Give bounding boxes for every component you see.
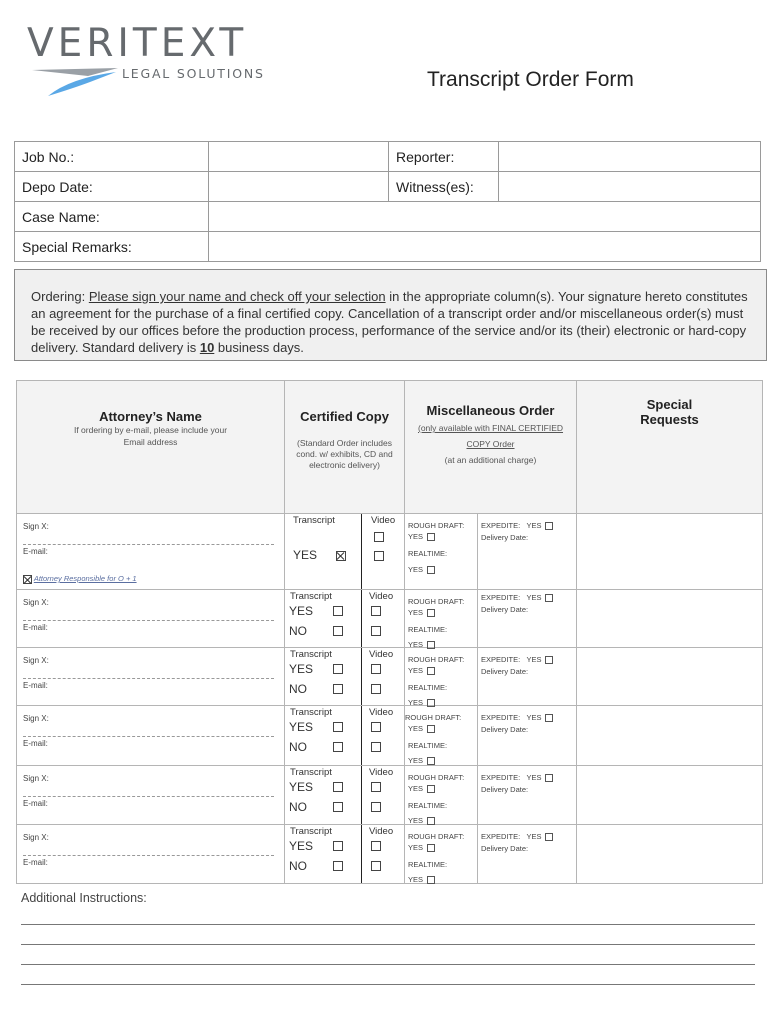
attorney-title: Attorney’s Name bbox=[99, 409, 202, 424]
rough-yes-label: YES bbox=[408, 843, 424, 852]
order-row bbox=[17, 590, 763, 648]
realtime-checkbox[interactable] bbox=[427, 876, 435, 884]
rough-draft-checkbox[interactable] bbox=[427, 609, 435, 617]
transcript-no-checkbox[interactable] bbox=[333, 802, 343, 812]
expedite-yes-label: YES bbox=[526, 713, 542, 722]
expedite-checkbox[interactable] bbox=[545, 774, 553, 782]
transcript-yes-checkbox[interactable] bbox=[333, 722, 343, 732]
transcript-label: Transcript bbox=[293, 515, 335, 526]
video-yes-checkbox[interactable] bbox=[371, 664, 381, 674]
column-divider bbox=[361, 648, 362, 705]
video-no-checkbox[interactable] bbox=[371, 802, 381, 812]
misc-header bbox=[405, 381, 577, 514]
delivery-date-label: Delivery Date: bbox=[481, 785, 529, 794]
email-label: E-mail: bbox=[23, 623, 48, 632]
transcript-yes-checkbox[interactable] bbox=[333, 782, 343, 792]
misc-title: Miscellaneous Order bbox=[426, 403, 555, 418]
realtime-label: REALTIME: bbox=[408, 801, 448, 810]
rough-draft-label: ROUGH DRAFT: bbox=[405, 713, 462, 722]
video-checkbox[interactable] bbox=[374, 532, 384, 542]
realtime-label: REALTIME: bbox=[408, 741, 448, 750]
transcript-no-checkbox[interactable] bbox=[333, 861, 343, 871]
transcript-label: Transcript bbox=[290, 826, 332, 837]
misc-note-2: COPY Order bbox=[466, 439, 515, 449]
job-info-table bbox=[14, 141, 761, 262]
no-label: NO bbox=[289, 859, 307, 873]
realtime-label: REALTIME: bbox=[408, 683, 448, 692]
signature-line[interactable] bbox=[23, 607, 274, 621]
transcript-no-checkbox[interactable] bbox=[333, 742, 343, 752]
misc-divider bbox=[477, 766, 478, 824]
expedite-checkbox[interactable] bbox=[545, 714, 553, 722]
realtime-checkbox[interactable] bbox=[427, 566, 435, 574]
column-divider bbox=[361, 825, 362, 883]
expedite-yes-label: YES bbox=[526, 655, 542, 664]
rough-draft-checkbox[interactable] bbox=[427, 533, 435, 541]
transcript-label: Transcript bbox=[290, 649, 332, 660]
transcript-yes-checkbox[interactable] bbox=[333, 841, 343, 851]
reporter-field[interactable] bbox=[499, 142, 761, 172]
no-label: NO bbox=[289, 740, 307, 754]
special-remarks-label: Special Remarks: bbox=[15, 232, 209, 262]
attorney-cell bbox=[17, 825, 285, 884]
depo-date-label: Depo Date: bbox=[15, 172, 209, 202]
certified-cell bbox=[285, 766, 405, 825]
misc-note-3: (at an additional charge) bbox=[444, 455, 537, 465]
reporter-label: Reporter: bbox=[389, 142, 499, 172]
attorney-cell bbox=[17, 706, 285, 766]
delivery-date-label: Delivery Date: bbox=[481, 533, 529, 542]
special-requests-cell[interactable] bbox=[577, 766, 763, 825]
signature-line[interactable] bbox=[23, 842, 274, 856]
form-title: Transcript Order Form bbox=[427, 68, 634, 91]
rough-draft-label: ROUGH DRAFT: bbox=[408, 773, 465, 782]
expedite-label: EXPEDITE: bbox=[481, 832, 521, 841]
special-requests-cell[interactable] bbox=[577, 514, 763, 590]
special-title: Special Requests bbox=[640, 397, 699, 427]
rough-draft-label: ROUGH DRAFT: bbox=[408, 655, 465, 664]
special-remarks-field[interactable] bbox=[209, 232, 761, 262]
logo-tagline: LEGAL SOLUTIONS bbox=[122, 66, 265, 81]
video-label: Video bbox=[369, 826, 394, 837]
no-label: NO bbox=[289, 800, 307, 814]
email-label: E-mail: bbox=[23, 547, 48, 556]
sign-label: Sign X: bbox=[23, 598, 49, 607]
misc-cell bbox=[405, 766, 577, 825]
yes-label: YES bbox=[289, 720, 314, 734]
attorney-cell bbox=[17, 590, 285, 648]
misc-note-1: (only available with FINAL CERTIFIED bbox=[417, 423, 564, 433]
delivery-date-label: Delivery Date: bbox=[481, 844, 529, 853]
yes-label: YES bbox=[289, 839, 314, 853]
special-requests-cell[interactable] bbox=[577, 590, 763, 648]
attorney-responsible-checkbox[interactable] bbox=[23, 575, 32, 584]
signature-line[interactable] bbox=[23, 723, 274, 737]
ordering-notice bbox=[14, 269, 767, 361]
job-no-field[interactable] bbox=[209, 142, 389, 172]
order-row bbox=[17, 648, 763, 706]
transcript-label: Transcript bbox=[290, 707, 332, 718]
email-label: E-mail: bbox=[23, 799, 48, 808]
sign-label: Sign X: bbox=[23, 774, 49, 783]
expedite-checkbox[interactable] bbox=[545, 656, 553, 664]
attorney-cell bbox=[17, 514, 285, 590]
notice-days: 10 bbox=[199, 340, 215, 355]
instruction-line[interactable] bbox=[21, 964, 755, 965]
realtime-yes-label: YES bbox=[408, 816, 424, 825]
special-requests-cell[interactable] bbox=[577, 706, 763, 766]
expedite-label: EXPEDITE: bbox=[481, 593, 521, 602]
rough-draft-checkbox[interactable] bbox=[427, 844, 435, 852]
expedite-label: EXPEDITE: bbox=[481, 521, 521, 530]
special-requests-cell[interactable] bbox=[577, 825, 763, 884]
rough-yes-label: YES bbox=[408, 608, 424, 617]
rough-yes-label: YES bbox=[408, 666, 424, 675]
yes-label: YES bbox=[289, 780, 314, 794]
expedite-yes-label: YES bbox=[526, 593, 542, 602]
attorney-cell bbox=[17, 648, 285, 706]
realtime-yes-label: YES bbox=[408, 875, 424, 884]
instruction-line[interactable] bbox=[21, 924, 755, 925]
realtime-label: REALTIME: bbox=[408, 549, 448, 558]
transcript-no-checkbox[interactable] bbox=[333, 684, 343, 694]
realtime-checkbox[interactable] bbox=[427, 757, 435, 765]
transcript-label: Transcript bbox=[290, 767, 332, 778]
expedite-checkbox[interactable] bbox=[545, 594, 553, 602]
signature-line[interactable] bbox=[23, 783, 274, 797]
instruction-line[interactable] bbox=[21, 984, 755, 985]
sign-label: Sign X: bbox=[23, 833, 49, 842]
witnesses-field[interactable] bbox=[499, 172, 761, 202]
witnesses-label: Witness(es): bbox=[389, 172, 499, 202]
rough-yes-label: YES bbox=[408, 532, 424, 541]
email-label: E-mail: bbox=[23, 681, 48, 690]
no-label: NO bbox=[289, 682, 307, 696]
realtime-label: REALTIME: bbox=[408, 860, 448, 869]
logo-swoosh-icon bbox=[30, 66, 122, 100]
rough-draft-checkbox[interactable] bbox=[427, 725, 435, 733]
column-divider bbox=[361, 590, 362, 647]
transcript-no-checkbox[interactable] bbox=[333, 626, 343, 636]
rough-yes-label: YES bbox=[408, 784, 424, 793]
video-yes-checkbox[interactable] bbox=[371, 606, 381, 616]
email-label: E-mail: bbox=[23, 739, 48, 748]
misc-divider bbox=[477, 590, 478, 647]
misc-cell bbox=[405, 514, 577, 590]
misc-cell bbox=[405, 706, 577, 766]
expedite-checkbox[interactable] bbox=[545, 522, 553, 530]
expedite-label: EXPEDITE: bbox=[481, 655, 521, 664]
special-header bbox=[577, 381, 763, 514]
notice-underlined: Please sign your name and check off your selection bbox=[88, 289, 386, 304]
video-label: Video bbox=[369, 707, 394, 718]
transcript-yes-checkbox[interactable] bbox=[336, 551, 346, 561]
no-label: NO bbox=[289, 624, 307, 638]
misc-cell bbox=[405, 648, 577, 706]
video-no-checkbox[interactable] bbox=[371, 861, 381, 871]
expedite-yes-label: YES bbox=[526, 832, 542, 841]
sign-label: Sign X: bbox=[23, 656, 49, 665]
expedite-yes-label: YES bbox=[526, 521, 542, 530]
sign-label: Sign X: bbox=[23, 714, 49, 723]
yes-label: YES bbox=[293, 548, 318, 562]
rough-draft-label: ROUGH DRAFT: bbox=[408, 597, 465, 606]
order-row bbox=[17, 766, 763, 825]
delivery-date-label: Delivery Date: bbox=[481, 605, 529, 614]
rough-draft-checkbox[interactable] bbox=[427, 785, 435, 793]
misc-divider bbox=[477, 648, 478, 705]
attorney-header bbox=[17, 381, 285, 514]
transcript-yes-checkbox[interactable] bbox=[333, 664, 343, 674]
realtime-yes-label: YES bbox=[408, 640, 424, 649]
misc-cell bbox=[405, 590, 577, 648]
certified-note: (Standard Order includes cond. w/ exhibits, CD and electronic delivery) bbox=[296, 438, 393, 470]
attorney-note: If ordering by e-mail, please include your Email address bbox=[73, 425, 228, 447]
special-requests-cell[interactable] bbox=[577, 648, 763, 706]
certified-header bbox=[285, 381, 405, 514]
certified-cell bbox=[285, 706, 405, 766]
video-no-checkbox[interactable] bbox=[371, 684, 381, 694]
certified-cell bbox=[285, 590, 405, 648]
certified-cell bbox=[285, 514, 405, 590]
delivery-date-label: Delivery Date: bbox=[481, 667, 529, 676]
column-divider bbox=[361, 766, 362, 824]
additional-instructions-label: Additional Instructions: bbox=[21, 891, 147, 905]
realtime-yes-label: YES bbox=[408, 698, 424, 707]
certified-cell bbox=[285, 825, 405, 884]
attorney-cell bbox=[17, 766, 285, 825]
case-name-field[interactable] bbox=[209, 202, 761, 232]
sign-label: Sign X: bbox=[23, 522, 49, 531]
rough-draft-checkbox[interactable] bbox=[427, 667, 435, 675]
transcript-label: Transcript bbox=[290, 591, 332, 602]
column-divider bbox=[361, 514, 362, 589]
column-divider bbox=[361, 706, 362, 765]
video-label: Video bbox=[369, 767, 394, 778]
job-no-label: Job No.: bbox=[15, 142, 209, 172]
notice-text-end: business days. bbox=[214, 340, 304, 355]
notice-lead: Ordering: bbox=[31, 289, 89, 304]
misc-cell bbox=[405, 825, 577, 884]
video-no-checkbox[interactable] bbox=[371, 742, 381, 752]
video-label: Video bbox=[371, 515, 396, 526]
notice-text: in the appropriate column(s). Your signature hereto constitutes an agreement for the purchase of a final certified copy. Cancellation of a transcript order and/or miscellaneous order(s) must be received by our offices before the production process, performance of the service and/or its (their) electronic or hard-copy delivery. Standard delivery is bbox=[31, 289, 748, 355]
delivery-date-label: Delivery Date: bbox=[481, 725, 529, 734]
realtime-yes-label: YES bbox=[408, 565, 424, 574]
transcript-yes-checkbox[interactable] bbox=[333, 606, 343, 616]
video-yes-checkbox[interactable] bbox=[371, 722, 381, 732]
order-row bbox=[17, 706, 763, 766]
realtime-label: REALTIME: bbox=[408, 625, 448, 634]
misc-divider bbox=[477, 825, 478, 883]
certified-title: Certified Copy bbox=[300, 409, 389, 424]
yes-label: YES bbox=[289, 604, 314, 618]
video-yes-checkbox[interactable] bbox=[371, 841, 381, 851]
expedite-label: EXPEDITE: bbox=[481, 773, 521, 782]
video-yes-checkbox[interactable] bbox=[371, 782, 381, 792]
email-label: E-mail: bbox=[23, 858, 48, 867]
signature-line[interactable] bbox=[23, 531, 274, 545]
case-name-label: Case Name: bbox=[15, 202, 209, 232]
video-no-checkbox[interactable] bbox=[371, 626, 381, 636]
depo-date-field[interactable] bbox=[209, 172, 389, 202]
order-row bbox=[17, 514, 763, 590]
misc-divider bbox=[477, 706, 478, 765]
rough-draft-label: ROUGH DRAFT: bbox=[408, 832, 465, 841]
attorney-responsible-label: Attorney Responsible for O + 1 bbox=[33, 574, 137, 583]
video-label: Video bbox=[369, 591, 394, 602]
misc-divider bbox=[477, 514, 478, 589]
instruction-line[interactable] bbox=[21, 944, 755, 945]
video-label: Video bbox=[369, 649, 394, 660]
expedite-checkbox[interactable] bbox=[545, 833, 553, 841]
expedite-yes-label: YES bbox=[526, 773, 542, 782]
yes-label: YES bbox=[289, 662, 314, 676]
orders-table bbox=[16, 380, 763, 884]
signature-line[interactable] bbox=[23, 665, 274, 679]
order-row bbox=[17, 825, 763, 884]
expedite-label: EXPEDITE: bbox=[481, 713, 521, 722]
certified-cell bbox=[285, 648, 405, 706]
realtime-yes-label: YES bbox=[408, 756, 424, 765]
rough-yes-label: YES bbox=[408, 724, 424, 733]
rough-draft-label: ROUGH DRAFT: bbox=[408, 521, 465, 530]
logo-wordmark: VERITEXT bbox=[27, 21, 248, 66]
video-yes-checkbox[interactable] bbox=[374, 551, 384, 561]
